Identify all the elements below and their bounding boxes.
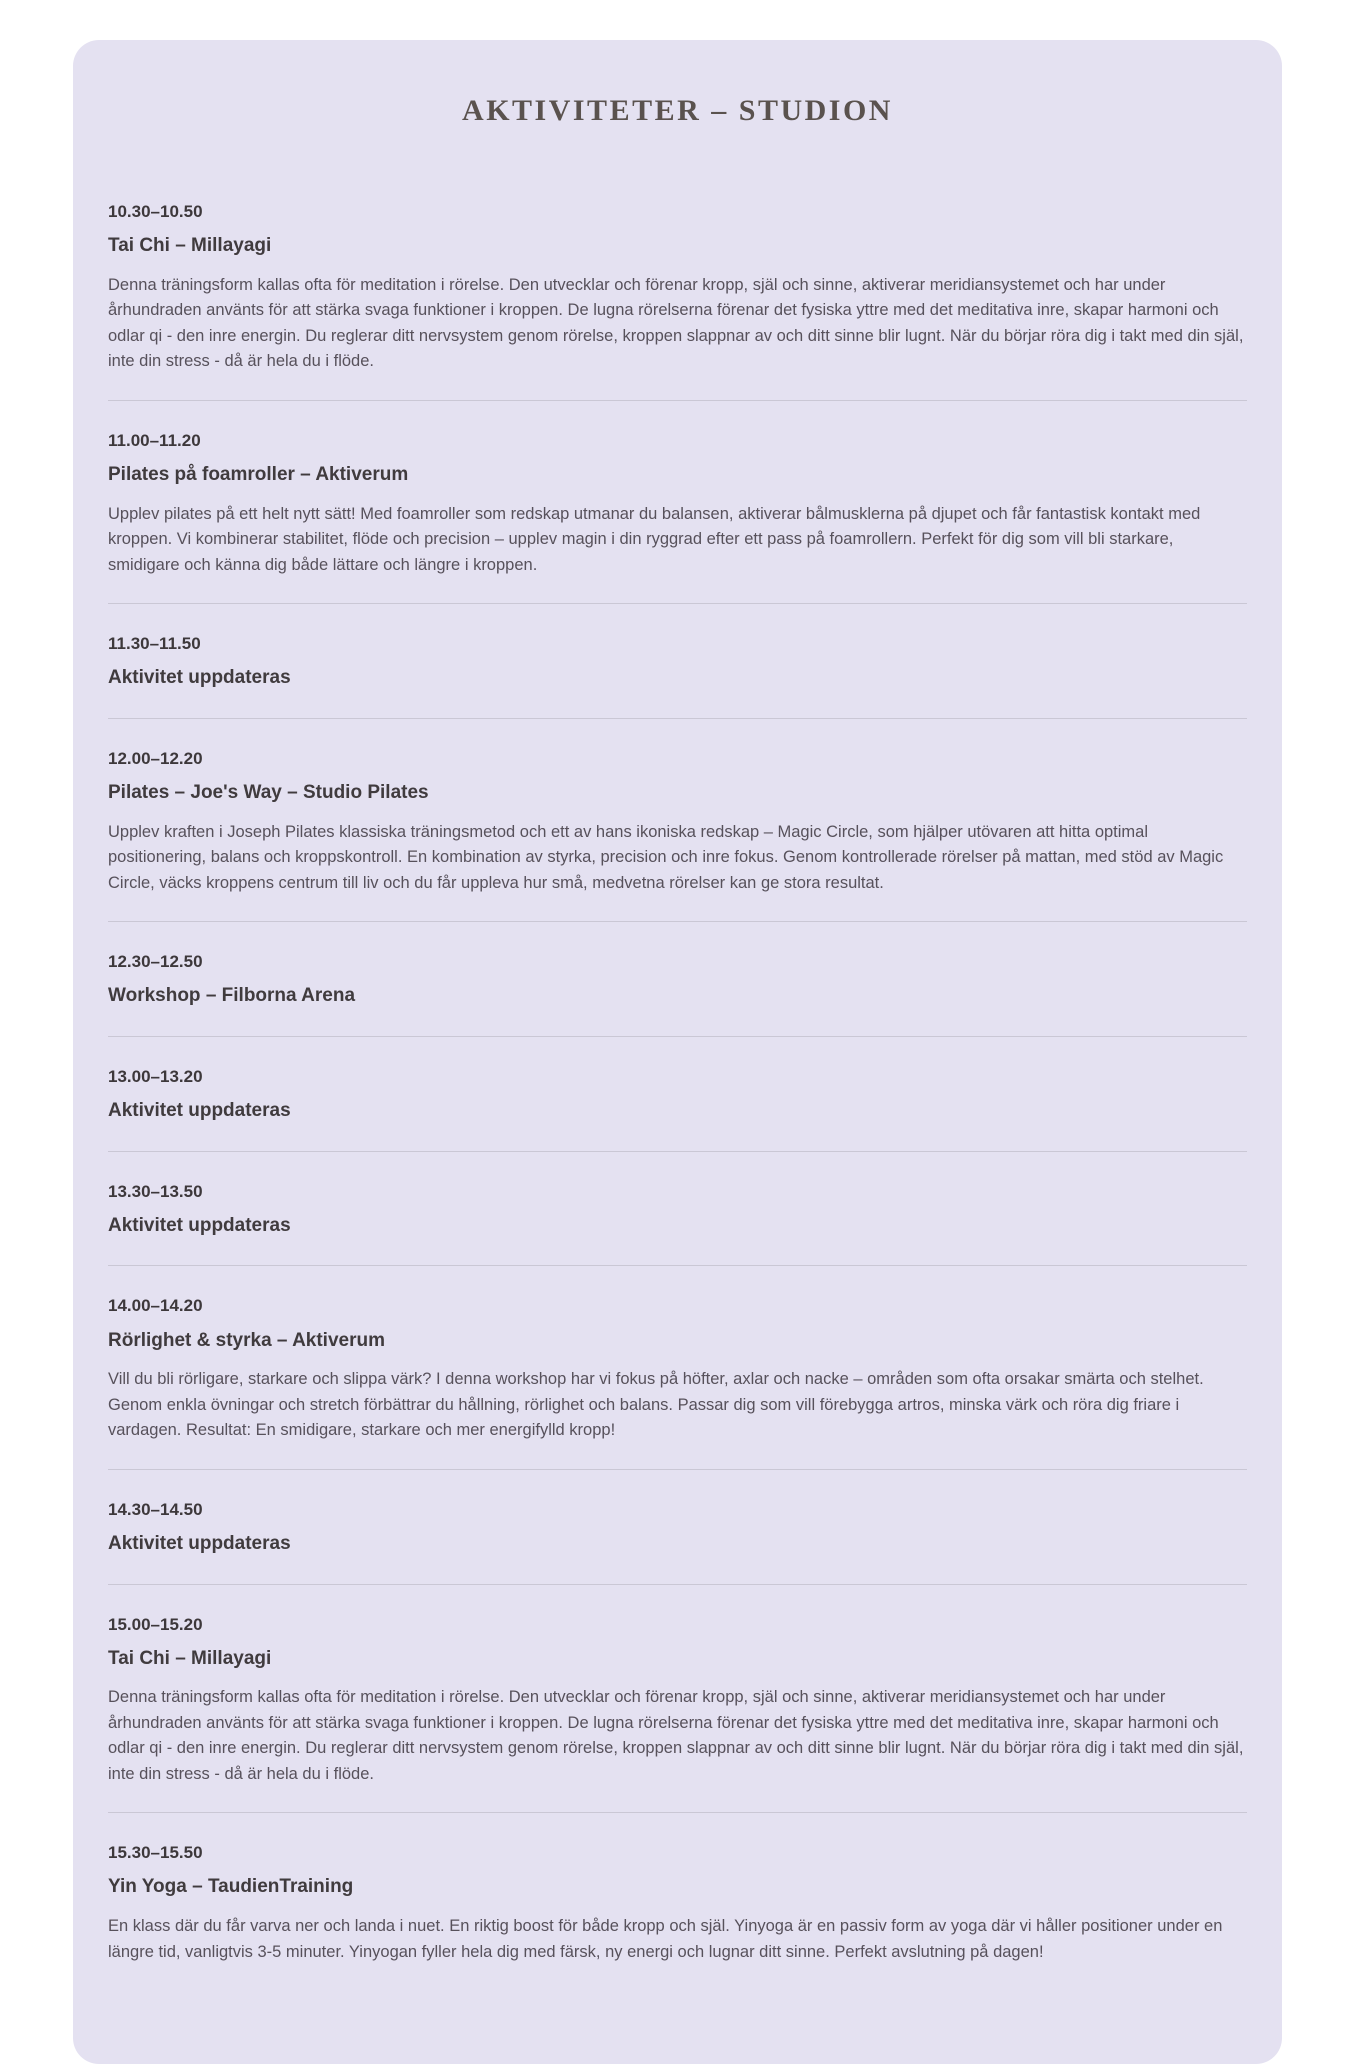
schedule-entry [108, 172, 1247, 401]
schedule-entry [108, 719, 1247, 922]
entry-title: Pilates – Joe's Way – Studio Pilates [108, 781, 429, 803]
entry-time: 15.30–15.50 [108, 1843, 203, 1863]
schedule-list [108, 172, 1247, 1990]
page-title: AKTIVITETER – STUDION [462, 94, 893, 127]
entry-title: Rörlighet & styrka – Aktiverum [108, 1329, 385, 1351]
entry-title: Pilates på foamroller – Aktiverum [108, 463, 409, 485]
entry-time: 11.00–11.20 [108, 430, 201, 450]
entry-description: Denna träningsform kallas ofta för meditation i rörelse. Den utvecklar och förenar kropp, själ och sinne, aktiverar meridiansystemet och har under århundraden använts för att stärka svaga funktioner i kroppen. De lugna rörelserna förenar det fysiska yttre med det meditativa inre, skapar harmoni och odlar qi - den inre energin. Du reglerar ditt nervsystem genom rörelse, kroppen slappnar av och ditt sinne blir lugnt. När du börjar röra dig i takt med din själ, inte din stress - då är hela du i flöde. [108, 1688, 1244, 1783]
schedule-entry [108, 1037, 1247, 1152]
entry-title: Tai Chi – Millayagi [108, 1647, 272, 1669]
entry-time: 13.00–13.20 [108, 1066, 203, 1086]
entry-time: 12.30–12.50 [108, 952, 203, 972]
entry-time: 13.30–13.50 [108, 1181, 203, 1201]
entry-time: 10.30–10.50 [108, 202, 203, 221]
entry-description: Vill du bli rörligare, starkare och slippa värk? I denna workshop har vi fokus på höfter, axlar och nacke – områden som ofta orsakar smärta och stelhet. Genom enkla övningar och stretch förbättrar du hållning, rörlighet och balans. Passar dig som vill förebygga artros, minska värk och röra dig friare i vardagen. Resultat: En smidigare, starkare och mer energifylld kropp! [108, 1370, 1204, 1440]
entry-description: En klass där du får varva ner och landa i nuet. En riktig boost för både kropp och själ. Yinyoga är en passiv form av yoga där vi håller positioner under en längre tid, vanligtvis 3-5 minuter. Yinyogan fyller hela dig med färsk, ny energi och lugnar ditt sinne. Perfekt avslutning på dagen! [108, 1917, 1223, 1961]
entry-description: Upplev kraften i Joseph Pilates klassiska träningsmetod och ett av hans ikoniska redskap – Magic Circle, som hjälper utövaren att hitta optimal positionering, balans och kroppskontroll. En kombination av styrka, precision och inre fokus. Genom kontrollerade rörelser på mattan, med stöd av Magic Circle, väcks kroppens centrum till liv och du får uppleva hur små, medvetna rörelser kan ge stora resultat. [108, 822, 1224, 892]
schedule-entry [108, 401, 1247, 604]
entry-title: Aktivitet uppdateras [108, 667, 291, 689]
entry-time: 14.00–14.20 [108, 1296, 203, 1316]
entry-title: Tai Chi – Millayagi [108, 235, 272, 257]
entry-title: Aktivitet uppdateras [108, 1100, 291, 1121]
schedule-entry [108, 604, 1247, 719]
entry-title: Yin Yoga – TaudienTraining [108, 1876, 354, 1898]
entry-time: 11.30–11.50 [108, 634, 201, 654]
schedule-entry [108, 1152, 1247, 1267]
entry-time: 15.00–15.20 [108, 1614, 203, 1634]
schedule-entry [108, 922, 1247, 1037]
entry-time: 14.30–14.50 [108, 1499, 203, 1519]
entry-time: 12.00–12.20 [108, 748, 203, 768]
schedule-entry [108, 1585, 1247, 1814]
schedule-entry [108, 1266, 1247, 1469]
entry-title: Workshop – Filborna Arena [108, 985, 356, 1007]
schedule-entry [108, 1470, 1247, 1585]
entry-description: Upplev pilates på ett helt nytt sätt! Med foamroller som redskap utmanar du balansen, aktiverar bålmusklerna på djupet och får fantastisk kontakt med kroppen. Vi kombinerar stabilitet, flöde och precision – upplev magin i din ryggrad efter ett pass på foamrollern. Perfekt för dig som vill bli starkare, smidigare och känna dig både lättare och längre i kroppen. [108, 504, 1201, 574]
entry-description: Denna träningsform kallas ofta för meditation i rörelse. Den utvecklar och förenar kropp, själ och sinne, aktiverar meridiansystemet och har under århundraden använts för att stärka svaga funktioner i kroppen. De lugna rörelserna förenar det fysiska yttre med det meditativa inre, skapar harmoni och odlar qi - den inre energin. Du reglerar ditt nervsystem genom rörelse, kroppen slappnar av och ditt sinne blir lugnt. När du börjar röra dig i takt med din själ, inte din stress - då är hela du i flöde. [108, 275, 1244, 371]
entry-title: Aktivitet uppdateras [108, 1532, 291, 1554]
activities-card [73, 40, 1282, 2064]
entry-title: Aktivitet uppdateras [108, 1214, 291, 1236]
schedule-entry [108, 1813, 1247, 1990]
